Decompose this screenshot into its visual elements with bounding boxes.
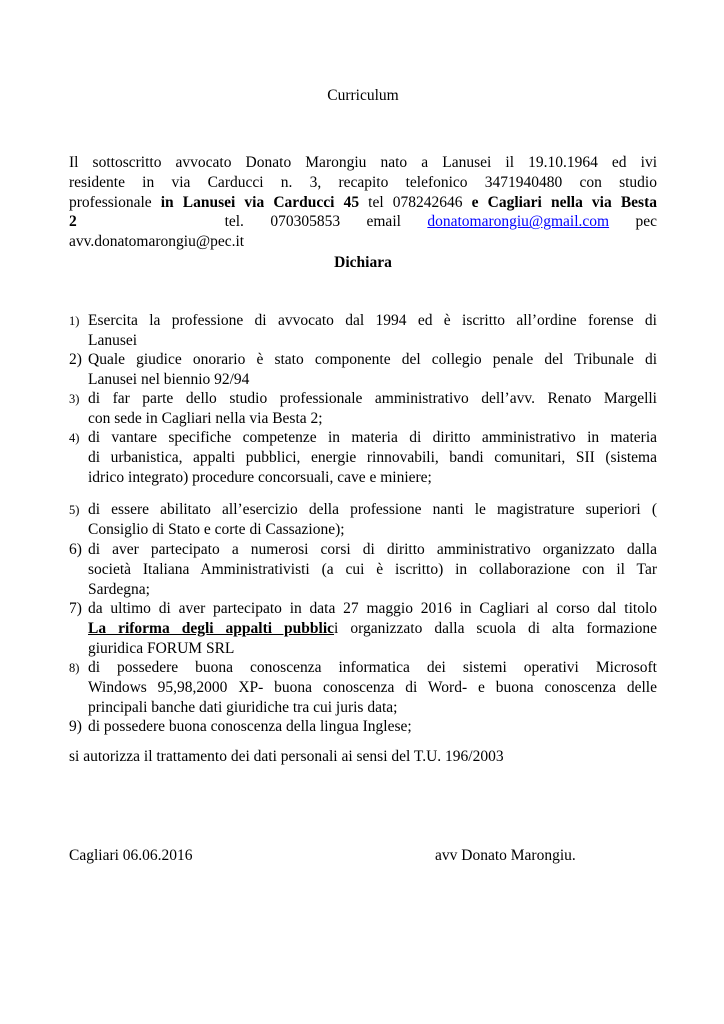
lanusei-phone: tel 078242646 [359, 193, 472, 211]
list-item [69, 540, 657, 599]
list-item-line: da ultimo di aver partecipato in data 27 maggio 2016 in Cagliari al corso dal titolo [88, 600, 657, 617]
course-organizer-text: i organizzato dalla scuola di alta formazione [334, 619, 657, 637]
lanusei-address: in Lanusei via Carducci 45 [160, 193, 360, 211]
list-item-line: di essere abilitato all’esercizio della professione nanti le magistrature superiori ( [88, 501, 657, 518]
intro-line-1: Il sottoscritto avvocato Donato Marongiu nato a Lanusei il 19.10.1964 ed ivi [69, 154, 657, 171]
email-link[interactable]: donatomarongiu@gmail.com [427, 213, 610, 231]
list-item-line: Lanusei [88, 331, 138, 349]
list-item-line: società Italiana Amministrativisti (a cui è iscritto) in collaborazione con il Tar [88, 560, 657, 578]
list-item [69, 350, 657, 390]
list-item-line: con sede in Cagliari nella via Besta 2; [88, 409, 323, 427]
list-item-line: di vantare specifiche competenze in materia di diritto amministrativo in materia [88, 429, 657, 446]
list-item-number: 9) [69, 718, 82, 735]
place-date: Cagliari 06.06.2016 [69, 847, 193, 864]
intro-text: professionale [69, 193, 161, 211]
list-item-line: Esercita la professione di avvocato dal 1994 ed è iscritto all’ordine forense di [88, 312, 657, 329]
intro-line-3 [69, 193, 657, 213]
list-item-line: principali banche dati giuridiche tra cui juris data; [88, 698, 398, 716]
list-item-line: giuridica FORUM SRL [88, 639, 235, 657]
cagliari-address: e Cagliari nella via Besta [471, 193, 658, 211]
list-item [69, 428, 657, 487]
list-item-number: 2) [69, 351, 82, 368]
section-heading: Dichiara [334, 254, 392, 271]
document-title: Curriculum [327, 87, 399, 104]
list-item [69, 717, 657, 737]
list-item-number: 1) [69, 314, 80, 328]
list-item-number: 4) [69, 431, 80, 445]
cagliari-address-number: 2 [69, 213, 77, 231]
list-item-number: 6) [69, 541, 82, 558]
list-item-line: di far parte dello studio professionale amministrativo dell’avv. Renato Margelli [88, 390, 657, 407]
list-item-number: 7) [69, 600, 82, 617]
list-item-number: 8) [69, 661, 80, 675]
email-label: email [366, 213, 401, 231]
intro-paragraph [69, 153, 657, 252]
list-item-line: di possedere buona conoscenza informatica dei sistemi operativi Microsoft [88, 659, 657, 676]
list-item-line: Lanusei nel biennio 92/94 [88, 370, 250, 388]
list-item [69, 599, 657, 658]
list-item-line: Sardegna; [88, 580, 150, 598]
list-item-line: Windows 95,98,2000 XP- buona conoscenza di Word- e buona conoscenza delle [88, 678, 657, 696]
list-item-number: 3) [69, 392, 80, 406]
intro-line-2: residente in via Carducci n. 3, recapito telefonico 3471940480 con studio [69, 173, 657, 191]
list-item-line: di aver partecipato a numerosi corsi di diritto amministrativo organizzato dalla [88, 541, 657, 558]
intro-line-4 [69, 212, 657, 232]
privacy-authorization: si autorizza il trattamento dei dati personali ai sensi del T.U. 196/2003 [69, 748, 504, 765]
phone-number: 070305853 [270, 213, 341, 231]
list-item [69, 500, 657, 540]
list-item-line: Consiglio di Stato e corte di Cassazione); [88, 520, 345, 538]
list-item-line: Quale giudice onorario è stato componente del collegio penale del Tribunale di [88, 351, 657, 368]
phone-label: tel. [224, 213, 244, 231]
list-item-line: idrico integrato) procedure concorsuali, cave e miniere; [88, 468, 432, 486]
signature: avv Donato Marongiu. [435, 847, 576, 864]
course-title: La riforma degli appalti pubblic [88, 619, 335, 637]
list-item-line: di urbanistica, appalti pubblici, energie rinnovabili, bandi comunitari, SII (sistema [88, 448, 657, 466]
list-item-line [88, 619, 657, 639]
list-item [69, 389, 657, 429]
list-item [69, 658, 657, 717]
list-item-line: di possedere buona conoscenza della lingua Inglese; [88, 718, 412, 735]
list-item-number: 5) [69, 503, 80, 517]
list-item [69, 311, 657, 351]
intro-line-5: avv.donatomarongiu@pec.it [69, 233, 245, 251]
pec-label: pec [635, 213, 657, 231]
